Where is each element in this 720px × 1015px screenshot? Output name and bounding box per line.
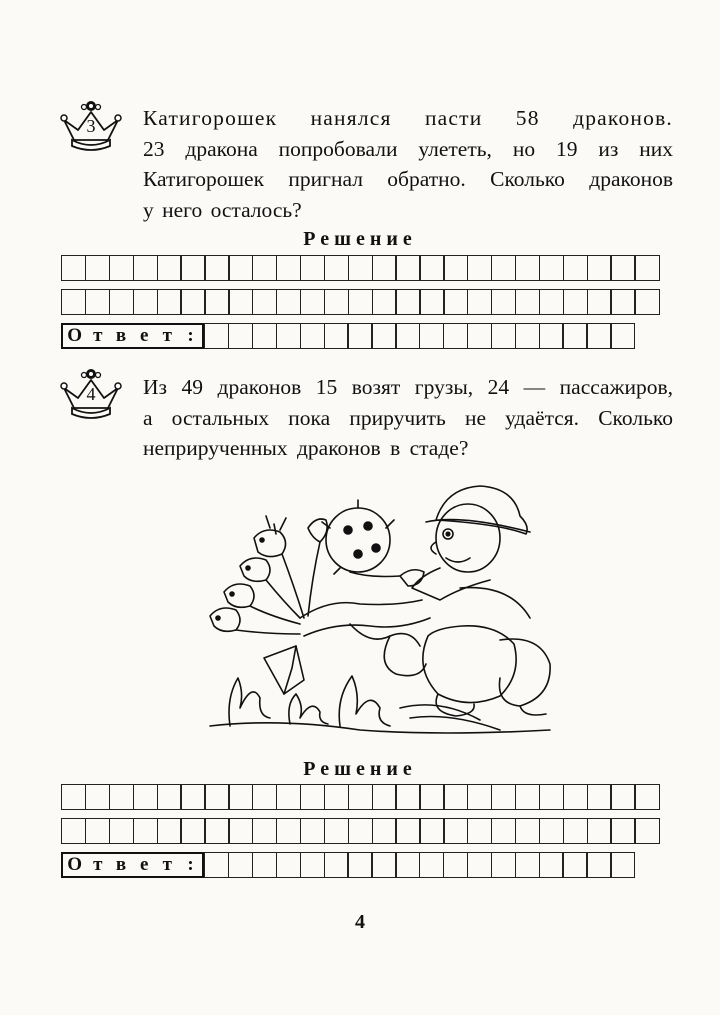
grid-cell[interactable] — [133, 818, 158, 844]
grid-cell[interactable] — [324, 852, 349, 878]
grid-cell[interactable] — [634, 818, 659, 844]
grid-cell[interactable] — [61, 784, 86, 810]
grid-cell[interactable] — [372, 818, 397, 844]
problem-line: а остальных пока приручить не удаётся. Сколько — [143, 405, 673, 430]
answer-letter: т — [93, 854, 103, 875]
problem-line: у него осталось? — [143, 197, 302, 222]
grid-cell[interactable] — [204, 784, 229, 810]
grid-cell[interactable] — [539, 323, 564, 349]
grid-cell[interactable] — [610, 784, 635, 810]
grid-cell[interactable] — [300, 852, 325, 878]
problem-line: Катигорошек пригнал обратно. Сколько драконов — [143, 167, 673, 191]
grid-cell[interactable] — [252, 852, 277, 878]
crown-badge-3 — [58, 98, 124, 154]
grid-cell[interactable] — [467, 323, 492, 349]
grid-cell[interactable] — [419, 289, 444, 315]
task-number: 4 — [86, 384, 96, 404]
answer-row[interactable] — [61, 323, 634, 349]
grid-cell[interactable] — [586, 323, 611, 349]
grid-cell[interactable] — [348, 289, 373, 315]
grid-cell[interactable] — [443, 255, 468, 281]
grid-cell[interactable] — [515, 818, 540, 844]
grid-cell[interactable] — [61, 289, 86, 315]
problem-line: Катигорошек нанялся пасти 58 драконов. — [143, 106, 673, 130]
answer-letter: е — [139, 854, 149, 875]
grid-cell[interactable] — [610, 323, 635, 349]
grid-cell[interactable] — [539, 852, 564, 878]
grid-cell[interactable] — [228, 323, 253, 349]
grid-cell[interactable] — [228, 852, 253, 878]
grid-cell[interactable] — [563, 255, 588, 281]
grid-cell[interactable] — [467, 784, 492, 810]
grid-cell[interactable] — [133, 289, 158, 315]
grid-cell[interactable] — [539, 255, 564, 281]
grid-cell[interactable] — [276, 852, 301, 878]
grid-row[interactable] — [61, 784, 658, 810]
grid-cell[interactable] — [85, 784, 110, 810]
grid-cell[interactable] — [491, 255, 516, 281]
grid-cell[interactable] — [252, 818, 277, 844]
grid-cell[interactable] — [419, 323, 444, 349]
answer-letter: : — [187, 325, 194, 346]
answer-letter: т — [93, 325, 103, 346]
grid-cell[interactable] — [634, 784, 659, 810]
answer-letter: т — [162, 854, 173, 875]
grid-cell[interactable] — [587, 255, 612, 281]
grid-cell[interactable] — [276, 255, 301, 281]
problem-line: Из 49 драконов 15 возят грузы, 24 — пассажиров, — [143, 375, 673, 399]
answer-letter: т — [162, 325, 173, 346]
grid-cell[interactable] — [324, 323, 349, 349]
problem-text — [143, 103, 673, 225]
grid-cell[interactable] — [372, 289, 397, 315]
grid-cell[interactable] — [324, 818, 349, 844]
grid-cell[interactable] — [300, 323, 325, 349]
grid-cell[interactable] — [204, 255, 229, 281]
problem-text — [143, 372, 673, 464]
grid-cell[interactable] — [467, 852, 492, 878]
grid-row[interactable] — [61, 255, 658, 281]
grid-cell[interactable] — [300, 289, 325, 315]
grid-cell[interactable] — [228, 255, 253, 281]
grid-cell[interactable] — [539, 784, 564, 810]
grid-cell[interactable] — [443, 852, 468, 878]
grid-cell[interactable] — [419, 852, 444, 878]
grid-cell[interactable] — [562, 852, 587, 878]
grid-cell[interactable] — [372, 784, 397, 810]
problem-line: неприрученных драконов в стаде? — [143, 436, 469, 460]
grid-cell[interactable] — [133, 255, 158, 281]
grid-cell[interactable] — [515, 784, 540, 810]
grid-cell[interactable] — [85, 818, 110, 844]
answer-label — [61, 323, 204, 349]
grid-cell[interactable] — [252, 784, 277, 810]
grid-cell[interactable] — [180, 818, 205, 844]
grid-cell[interactable] — [419, 255, 444, 281]
grid-cell[interactable] — [252, 255, 277, 281]
grid-cell[interactable] — [563, 784, 588, 810]
grid-cell[interactable] — [252, 323, 277, 349]
grid-cell[interactable] — [204, 323, 229, 349]
grid-cell[interactable] — [204, 289, 229, 315]
grid-cell[interactable] — [634, 255, 659, 281]
grid-cell[interactable] — [395, 255, 420, 281]
grid-cell[interactable] — [204, 818, 229, 844]
answer-letter: О — [67, 854, 82, 875]
grid-cell[interactable] — [610, 289, 635, 315]
grid-cell[interactable] — [371, 852, 396, 878]
grid-cell[interactable] — [562, 323, 587, 349]
grid-cell[interactable] — [395, 289, 420, 315]
grid-cell[interactable] — [371, 323, 396, 349]
grid-cell[interactable] — [252, 289, 277, 315]
grid-cell[interactable] — [395, 852, 420, 878]
grid-cell[interactable] — [515, 323, 540, 349]
answer-row[interactable] — [61, 852, 634, 878]
grid-cell[interactable] — [419, 818, 444, 844]
grid-cell[interactable] — [347, 852, 372, 878]
grid-cell[interactable] — [85, 255, 110, 281]
grid-cell[interactable] — [515, 255, 540, 281]
grid-cell[interactable] — [491, 818, 516, 844]
grid-cell[interactable] — [180, 255, 205, 281]
grid-cell[interactable] — [324, 289, 349, 315]
grid-cell[interactable] — [180, 784, 205, 810]
grid-cell[interactable] — [395, 784, 420, 810]
grid-cell[interactable] — [180, 289, 205, 315]
grid-cell[interactable] — [276, 289, 301, 315]
grid-cell[interactable] — [157, 784, 182, 810]
answer-label — [61, 852, 204, 878]
grid-cell[interactable] — [276, 323, 301, 349]
dragon-boy-illustration — [200, 468, 560, 748]
grid-cell[interactable] — [395, 818, 420, 844]
grid-cell[interactable] — [395, 323, 420, 349]
grid-cell[interactable] — [157, 818, 182, 844]
grid-cell[interactable] — [109, 289, 134, 315]
grid-cell[interactable] — [300, 784, 325, 810]
grid-cell[interactable] — [324, 255, 349, 281]
answer-letter: в — [115, 325, 127, 346]
grid-cell[interactable] — [419, 784, 444, 810]
solution-heading: Решение — [303, 228, 417, 250]
grid-cell[interactable] — [610, 852, 635, 878]
grid-cell[interactable] — [300, 255, 325, 281]
grid-cell[interactable] — [61, 818, 86, 844]
grid-cell[interactable] — [228, 818, 253, 844]
grid-cell[interactable] — [586, 852, 611, 878]
grid-cell[interactable] — [204, 852, 229, 878]
grid-cell[interactable] — [276, 784, 301, 810]
grid-cell[interactable] — [109, 818, 134, 844]
task-number: 3 — [86, 116, 96, 136]
grid-cell[interactable] — [467, 818, 492, 844]
grid-cell[interactable] — [443, 323, 468, 349]
answer-cells[interactable] — [204, 852, 634, 878]
grid-cell[interactable] — [109, 255, 134, 281]
grid-cell[interactable] — [443, 784, 468, 810]
grid-cell[interactable] — [228, 289, 253, 315]
grid-cell[interactable] — [85, 289, 110, 315]
grid-cell[interactable] — [634, 289, 659, 315]
grid-cell[interactable] — [491, 323, 516, 349]
grid-cell[interactable] — [610, 818, 635, 844]
grid-cell[interactable] — [491, 289, 516, 315]
answer-letter: в — [115, 854, 127, 875]
grid-cell[interactable] — [348, 784, 373, 810]
answer-cells[interactable] — [204, 323, 634, 349]
grid-cell[interactable] — [515, 852, 540, 878]
grid-cell[interactable] — [467, 289, 492, 315]
answer-letter: е — [139, 325, 149, 346]
answer-letter: : — [187, 854, 194, 875]
grid-cell[interactable] — [324, 784, 349, 810]
grid-row[interactable] — [61, 289, 658, 315]
grid-cell[interactable] — [348, 818, 373, 844]
grid-cell[interactable] — [372, 255, 397, 281]
grid-cell[interactable] — [491, 784, 516, 810]
solution-heading: Решение — [303, 758, 417, 780]
grid-cell[interactable] — [348, 255, 373, 281]
grid-cell[interactable] — [347, 323, 372, 349]
grid-cell[interactable] — [467, 255, 492, 281]
grid-cell[interactable] — [587, 818, 612, 844]
grid-cell[interactable] — [539, 289, 564, 315]
grid-cell[interactable] — [276, 818, 301, 844]
grid-cell[interactable] — [300, 818, 325, 844]
grid-cell[interactable] — [61, 255, 86, 281]
grid-cell[interactable] — [491, 852, 516, 878]
grid-cell[interactable] — [443, 289, 468, 315]
answer-letter: О — [67, 325, 82, 346]
grid-cell[interactable] — [515, 289, 540, 315]
grid-row[interactable] — [61, 818, 658, 844]
grid-cell[interactable] — [587, 784, 612, 810]
grid-cell[interactable] — [157, 289, 182, 315]
problem-line: 23 дракона попробовали улететь, но 19 из них — [143, 136, 673, 161]
grid-cell[interactable] — [610, 255, 635, 281]
grid-cell[interactable] — [133, 784, 158, 810]
grid-cell[interactable] — [228, 784, 253, 810]
grid-cell[interactable] — [587, 289, 612, 315]
grid-cell[interactable] — [563, 818, 588, 844]
grid-cell[interactable] — [109, 784, 134, 810]
grid-cell[interactable] — [563, 289, 588, 315]
crown-badge-4 — [58, 366, 124, 422]
grid-cell[interactable] — [157, 255, 182, 281]
grid-cell[interactable] — [443, 818, 468, 844]
grid-cell[interactable] — [539, 818, 564, 844]
page-number: 4 — [355, 911, 365, 933]
